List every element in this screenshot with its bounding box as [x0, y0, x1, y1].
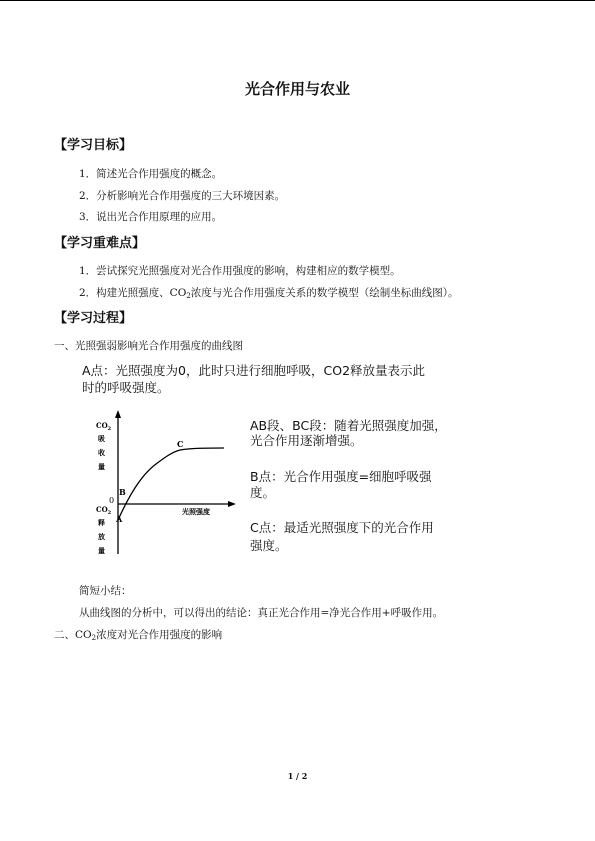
point-a-label: A — [116, 514, 123, 524]
objective-item-2: 2．分析影响光合作用强度的三大环境因素。 — [79, 190, 286, 202]
y-upper-char-1: 吸 — [98, 434, 105, 443]
light-intensity-graph — [88, 408, 240, 558]
part2-title-sub: 2 — [91, 634, 97, 642]
y-lower-char-1: 释 — [98, 518, 105, 527]
objectives-heading: 【学习目标】 — [54, 138, 133, 153]
top-rule — [0, 0, 595, 1]
point-b-line-2: 度。 — [250, 485, 276, 500]
key-point-item-2-pre: 2．构建光照强度、CO — [79, 287, 187, 299]
origin-label: 0 — [109, 496, 115, 505]
part2-title — [54, 627, 222, 642]
key-point-item-2-post: 浓度与光合作用强度关系的数学模型（绘制坐标曲线图）。 — [190, 287, 459, 299]
page-title: 光合作用与农业 — [244, 80, 350, 98]
point-a-line-1: A点：光照强度为0，此时只进行细胞呼吸，CO2释放量表示此 — [82, 363, 426, 378]
key-point-item-2 — [79, 285, 459, 300]
key-point-item-1: 1．尝试探究光照强度对光合作用强度的影响，构建相应的数学模型。 — [79, 265, 401, 277]
objective-item-3: 3．说出光合作用原理的应用。 — [79, 211, 223, 223]
point-b-label: B — [119, 487, 126, 497]
process-heading: 【学习过程】 — [54, 311, 133, 326]
point-b-line-1: B点：光合作用强度=细胞呼吸强 — [250, 469, 432, 484]
point-c-line-2: 强度。 — [250, 538, 288, 553]
y-upper-co2: $CO_2$ — [96, 421, 112, 432]
point-a-line-2: 时的呼吸强度。 — [82, 380, 170, 395]
x-axis-arrow — [228, 501, 236, 507]
page-number: 1 / 2 — [287, 771, 308, 781]
part2-title-post: 浓度对光合作用强度的影响 — [96, 629, 223, 641]
point-c-line-1: C点：最适光照强度下的光合作用 — [250, 520, 434, 535]
x-axis-label: 光照强度 — [182, 507, 210, 516]
y-upper-char-3: 量 — [98, 462, 105, 471]
summary-label: 简短小结： — [79, 585, 132, 597]
part1-title: 一、光照强弱影响光合作用强度的曲线图 — [54, 340, 243, 352]
key-point-item-2-sub: 2 — [186, 292, 191, 300]
y-lower-char-3: 量 — [98, 546, 105, 555]
objective-item-1: 1．简述光合作用强度的概念。 — [79, 168, 223, 180]
part2-title-pre: 二、CO — [54, 629, 92, 641]
summary-text: 从曲线图的分析中，可以得出的结论：真正光合作用=净光合作用+呼吸作用。 — [79, 607, 444, 619]
key-points-heading: 【学习重难点】 — [54, 236, 146, 251]
y-lower-co2: $CO_2$ — [96, 505, 112, 516]
ab-bc-line-1: AB段、BC段：随着光照强度加强， — [250, 418, 447, 433]
point-c-label: C — [177, 439, 184, 449]
y-lower-char-2: 放 — [98, 532, 105, 541]
y-upper-char-2: 收 — [98, 448, 105, 457]
y-axis-arrow — [115, 410, 121, 418]
ab-bc-line-2: 光合作用逐渐增强。 — [250, 433, 363, 448]
